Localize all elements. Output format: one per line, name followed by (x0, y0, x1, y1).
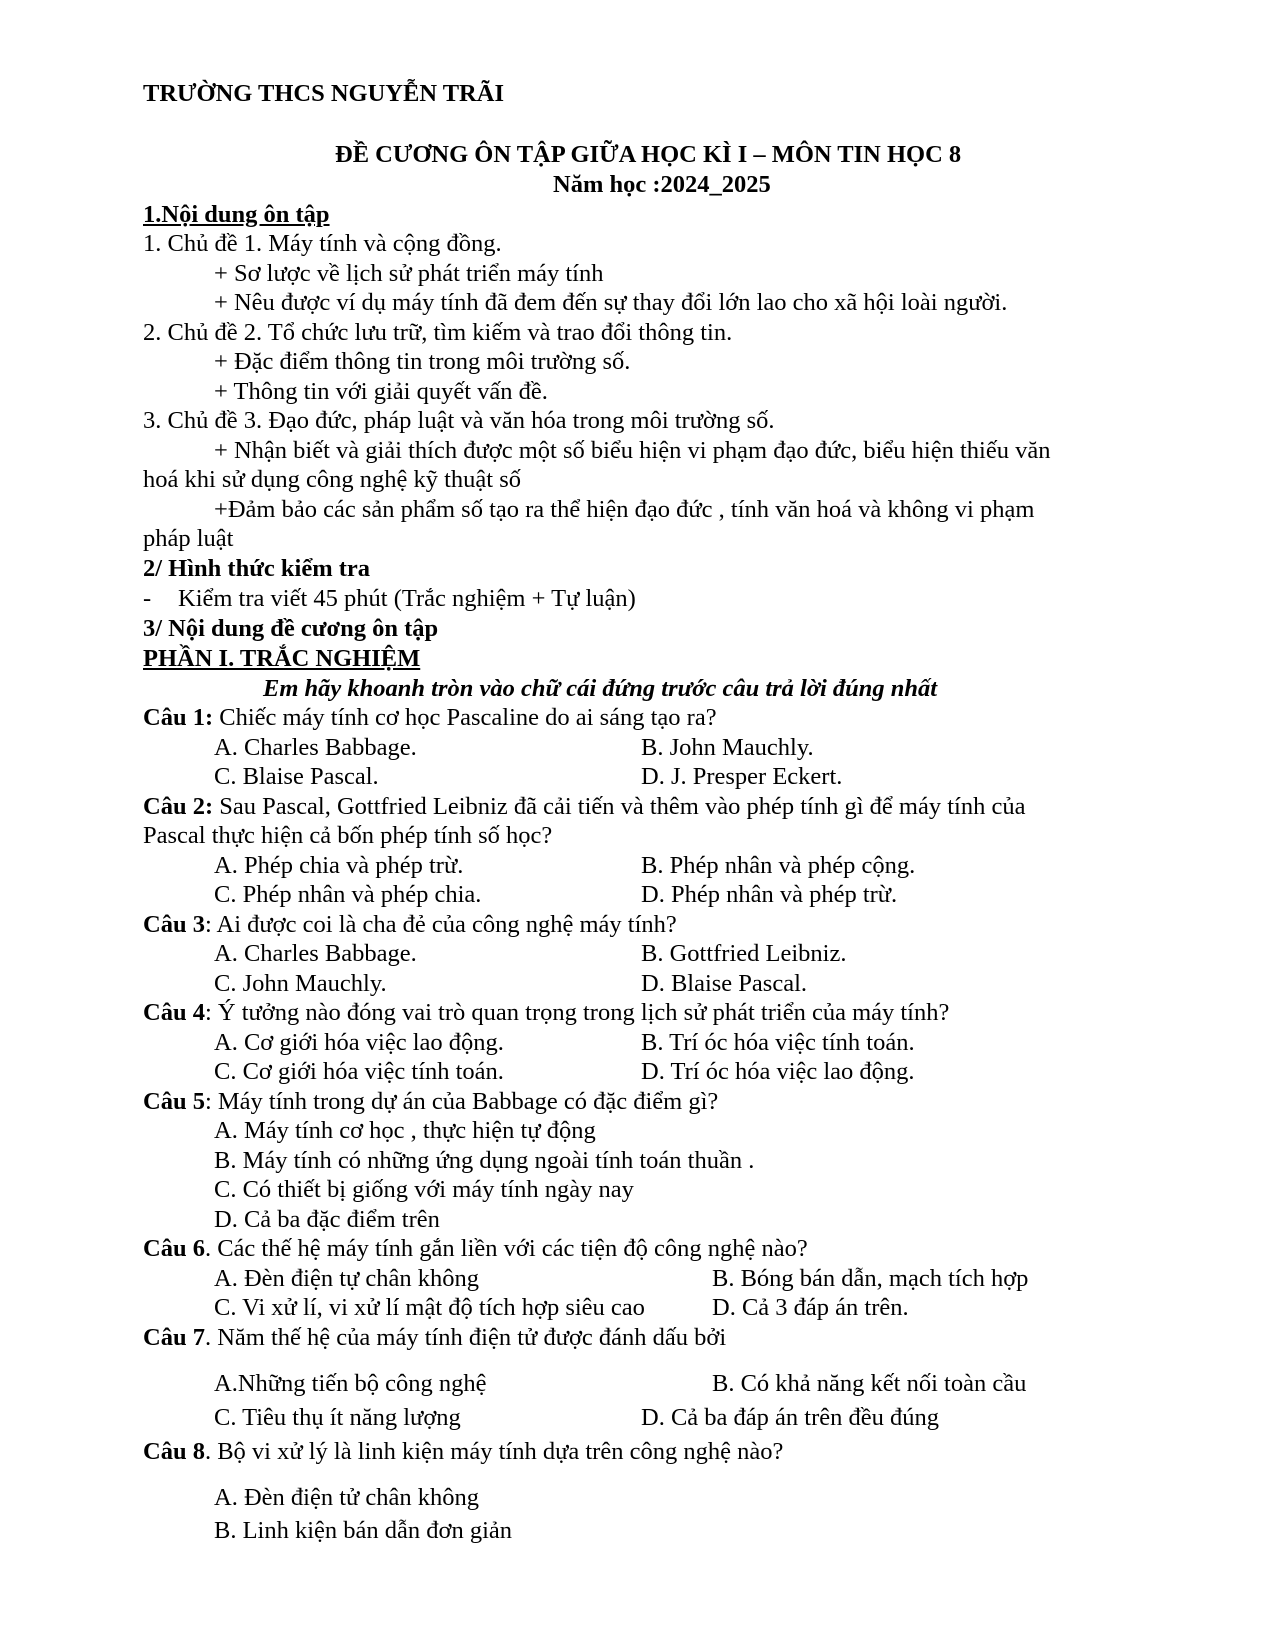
question-4 (143, 998, 949, 1028)
question-label: Câu 8 (143, 1438, 205, 1465)
option-c: C. Blaise Pascal. (214, 763, 379, 790)
school-name: TRƯỜNG THCS NGUYỄN TRÃI (143, 80, 504, 107)
option-c: C. Phép nhân và phép chia. (214, 881, 482, 908)
option-b: B. Bóng bán dẫn, mạch tích hợp (712, 1265, 1029, 1292)
topic-2: 2. Chủ đề 2. Tổ chức lưu trữ, tìm kiếm và trao đổi thông tin. (143, 319, 733, 346)
question-label: Câu 7 (143, 1324, 205, 1351)
question-text: Chiếc máy tính cơ học Pascaline do ai sáng tạo ra? (213, 704, 717, 731)
option-b: B. Phép nhân và phép cộng. (641, 852, 916, 879)
option-c: C. Tiêu thụ ít năng lượng (214, 1404, 461, 1431)
option-b: B. John Mauchly. (641, 734, 814, 761)
question-text: : Ai được coi là cha đẻ của công nghệ máy tính? (204, 911, 677, 938)
document-title: ĐỀ CƯƠNG ÔN TẬP GIỮA HỌC KÌ I – MÔN TIN HỌC 8 (335, 141, 962, 168)
question-text: . Các thế hệ máy tính gắn liền với các tiện độ công nghệ nào? (204, 1235, 808, 1262)
option-d: D. Cả ba đặc điểm trên (214, 1206, 440, 1233)
option-c: C. John Mauchly. (214, 970, 387, 997)
section-2-heading: 2/ Hình thức kiểm tra (143, 555, 371, 582)
section-1-heading: 1.Nội dung ôn tập (143, 201, 330, 228)
question-6 (143, 1234, 808, 1264)
question-text: . Năm thế hệ của máy tính điện tử được đánh dấu bởi (204, 1324, 727, 1351)
exam-format: Kiểm tra viết 45 phút (Trắc nghiệm + Tự luận) (178, 585, 636, 612)
option-d: D. Cả ba đáp án trên đều đúng (641, 1404, 939, 1431)
option-d: D. Blaise Pascal. (641, 970, 808, 997)
question-3 (143, 910, 677, 940)
option-a: A. Cơ giới hóa việc lao động. (214, 1029, 504, 1056)
option-a: A. Phép chia và phép trừ. (214, 852, 464, 879)
topic-2-item: + Đặc điểm thông tin trong môi trường số. (214, 348, 631, 375)
question-label: Câu 4 (143, 999, 205, 1026)
topic-1: 1. Chủ đề 1. Máy tính và cộng đồng. (143, 230, 502, 257)
option-a: A. Đèn điện tử chân không (214, 1484, 480, 1511)
option-c: C. Cơ giới hóa việc tính toán. (214, 1058, 504, 1085)
topic-3: 3. Chủ đề 3. Đạo đức, pháp luật và văn hóa trong môi trường số. (143, 407, 775, 434)
option-c: C. Vi xử lí, vi xử lí mật độ tích hợp siêu cao (214, 1294, 645, 1321)
option-a: A.Những tiến bộ công nghệ (214, 1370, 487, 1397)
option-b: B. Trí óc hóa việc tính toán. (641, 1029, 915, 1056)
option-c: C. Có thiết bị giống với máy tính ngày nay (214, 1176, 634, 1203)
option-a: A. Charles Babbage. (214, 734, 417, 761)
topic-3-item-2-line-2: pháp luật (143, 525, 234, 552)
part-1-heading: PHẦN I. TRẮC NGHIỆM (143, 645, 421, 672)
topic-2-item: + Thông tin với giải quyết vấn đề. (214, 378, 548, 405)
section-3-heading: 3/ Nội dung đề cương ôn tập (143, 615, 439, 642)
question-2-continued: Pascal thực hiện cả bốn phép tính số học? (143, 822, 553, 849)
question-label: Câu 5 (143, 1088, 205, 1115)
question-label: Câu 1: (143, 704, 214, 731)
question-2 (143, 792, 1025, 822)
topic-3-item-2-line-1: +Đảm bảo các sản phẩm số tạo ra thể hiện đạo đức , tính văn hoá và không vi phạm (214, 496, 1035, 523)
option-b: B. Máy tính có những ứng dụng ngoài tính toán thuần . (214, 1147, 755, 1174)
option-a: A. Charles Babbage. (214, 940, 417, 967)
option-d: D. Phép nhân và phép trừ. (641, 881, 898, 908)
topic-3-item-1-line-2: hoá khi sử dụng công nghệ kỹ thuật số (143, 466, 522, 493)
option-b: B. Gottfried Leibniz. (641, 940, 847, 967)
option-a: A. Máy tính cơ học , thực hiện tự động (214, 1117, 596, 1144)
question-1 (143, 703, 717, 733)
topic-1-item: + Sơ lược về lịch sử phát triển máy tính (214, 260, 604, 287)
topic-1-item: + Nêu được ví dụ máy tính đã đem đến sự thay đổi lớn lao cho xã hội loài người. (214, 289, 1008, 316)
question-7 (143, 1323, 726, 1353)
question-text: : Máy tính trong dự án của Babbage có đặc điểm gì? (204, 1088, 719, 1115)
option-d: D. J. Presper Eckert. (641, 763, 843, 790)
option-a: A. Đèn điện tự chân không (214, 1265, 480, 1292)
question-label: Câu 6 (143, 1235, 205, 1262)
option-d: D. Trí óc hóa việc lao động. (641, 1058, 915, 1085)
instruction: Em hãy khoanh tròn vào chữ cái đứng trước câu trả lời đúng nhất (263, 675, 938, 702)
question-text: . Bộ vi xử lý là linh kiện máy tính dựa trên công nghệ nào? (204, 1438, 784, 1465)
option-b: B. Linh kiện bán dẫn đơn giản (214, 1517, 513, 1544)
option-b: B. Có khả năng kết nối toàn cầu (712, 1370, 1027, 1397)
school-year: Năm học :2024_2025 (553, 171, 771, 198)
question-label: Câu 3 (143, 911, 205, 938)
question-text: Sau Pascal, Gottfried Leibniz đã cải tiến và thêm vào phép tính gì để máy tính của (213, 793, 1026, 820)
question-text: : Ý tưởng nào đóng vai trò quan trọng trong lịch sử phát triển của máy tính? (204, 999, 950, 1026)
option-d: D. Cả 3 đáp án trên. (712, 1294, 909, 1321)
question-5 (143, 1087, 718, 1117)
list-dash: - (143, 585, 152, 612)
question-8 (143, 1437, 783, 1467)
topic-3-item-1-line-1: + Nhận biết và giải thích được một số biểu hiện vi phạm đạo đức, biểu hiện thiếu văn (214, 437, 1051, 464)
question-label: Câu 2: (143, 793, 214, 820)
